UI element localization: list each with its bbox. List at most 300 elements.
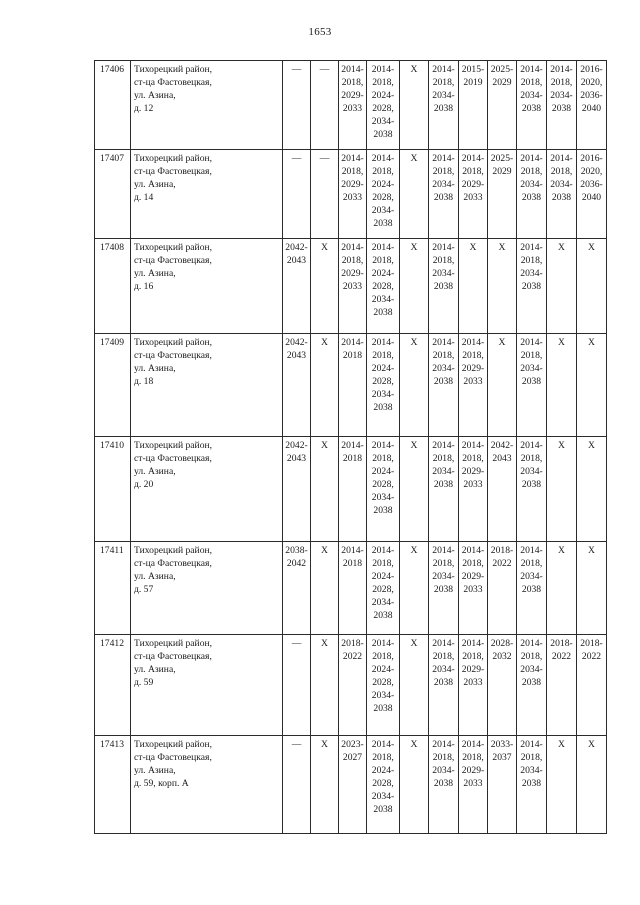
period-value: 2038 [521,677,542,688]
period-cell [311,239,339,334]
period-value: — [291,739,302,750]
period-value: X [410,440,418,451]
period-value: 2034- [371,116,395,127]
period-value: 2014- [461,545,485,556]
period-value: 2033 [463,778,483,789]
period-cell [517,736,547,834]
period-value: 2024- [371,268,395,279]
address-line: д. 14 [134,192,154,203]
address-line: ст-ца Фастовецкая, [134,558,212,569]
period-value: 2014- [520,545,543,556]
period-value: 2014- [371,440,395,451]
address-cell [131,334,283,437]
period-value: 2038 [373,402,393,413]
period-value: 2014- [432,64,455,75]
period-cell [517,635,547,736]
period-value: 2025- [490,64,514,75]
period-value: 2032 [492,651,512,662]
period-cell [283,334,311,437]
period-value: 2018, [520,77,543,88]
period-cell [488,437,517,542]
period-value: 2029 [492,166,512,177]
period-value: 2014- [341,545,364,556]
period-value: 2018, [462,350,484,361]
period-value: 2028, [372,281,394,292]
period-cell [547,635,577,736]
address-line: Тихорецкий район, [134,440,213,451]
period-cell [400,239,429,334]
period-cell [367,150,400,239]
period-value: 2018, [520,255,543,266]
period-value: 2038 [373,610,393,621]
period-value: 2038 [433,192,454,203]
period-cell [488,334,517,437]
period-value: 2014- [371,739,395,750]
period-value: 2034- [520,664,543,675]
period-value: — [291,638,302,649]
period-value: 2038 [433,376,454,387]
period-cell [517,542,547,635]
period-value: — [291,64,302,75]
period-value: 2038- [285,545,308,556]
address-line: д. 57 [134,584,154,595]
period-value: 2014- [432,739,455,750]
period-value: 2024- [371,179,395,190]
period-cell [429,334,459,437]
period-value: 2018, [341,255,364,266]
period-value: X [321,440,328,451]
period-value: 2043 [286,453,307,464]
period-value: 2014- [432,153,455,164]
period-value: 2014- [550,153,573,164]
period-value: 2040 [581,103,602,114]
period-value: 2018 [342,350,363,361]
table-row [95,239,607,334]
period-value: 2018, [520,166,543,177]
period-value: 2038 [521,376,542,387]
period-value: 2028, [372,778,394,789]
period-value: X [321,739,328,750]
address-cell [131,736,283,834]
period-value: 2043 [492,453,512,464]
period-cell [488,542,517,635]
period-value: 2042- [285,242,308,253]
period-cell [367,61,400,150]
period-cell [429,437,459,542]
period-value: 2033- [490,739,514,750]
page-number: 1653 [308,26,332,38]
address-line: ул. Азина, [134,363,176,374]
address-line: ул. Азина, [134,268,176,279]
address-cell [131,61,283,150]
address-line: ул. Азина, [134,571,176,582]
period-value: 2018, [432,350,455,361]
period-cell [547,542,577,635]
table-row [95,150,607,239]
period-value: 2014- [341,440,364,451]
period-value: 2014- [341,242,364,253]
period-value: X [321,337,328,348]
period-value: 2018, [462,651,484,662]
period-value: X [321,545,328,556]
period-value: 2014- [432,638,455,649]
table-row [95,437,607,542]
period-cell [577,437,607,542]
address-line: ст-ца Фастовецкая, [134,752,212,763]
record-number-cell: 17410 [95,437,131,542]
period-cell [339,542,367,635]
address-line: Тихорецкий район, [134,153,213,164]
period-cell [459,542,488,635]
period-cell [547,150,577,239]
period-value: 2038 [433,677,454,688]
period-value: 2018- [341,638,364,649]
period-value: 2038 [521,778,542,789]
period-value: 2034- [371,690,395,701]
period-value: 2029- [341,90,364,101]
period-cell [577,239,607,334]
period-value: X [558,440,565,451]
period-value: X [558,739,565,750]
period-value: 2034- [371,492,395,503]
period-value: 2018, [372,453,394,464]
period-cell [517,239,547,334]
period-value: 2038 [551,103,572,114]
period-value: 2033 [463,192,483,203]
period-value: 2034- [520,268,543,279]
table-row [95,542,607,635]
period-value: X [588,545,595,556]
period-value: 2018 [342,558,363,569]
period-value: 2025- [490,153,514,164]
period-value: 2018, [520,752,543,763]
period-value: 2028- [490,638,514,649]
period-value: 2038 [521,479,542,490]
period-value: 2014- [461,337,485,348]
period-value: X [410,242,418,253]
record-number-cell: 17409 [95,334,131,437]
period-cell [367,635,400,736]
table-row [95,61,607,150]
address-line: д. 16 [134,281,154,292]
period-value: 2034- [432,268,455,279]
period-value: 2016- [580,153,603,164]
period-value: 2015- [461,64,485,75]
period-cell [459,635,488,736]
period-value: 2033 [463,376,483,387]
record-number-cell: 17411 [95,542,131,635]
period-value: X [410,64,418,75]
period-value: X [588,242,595,253]
period-value: 2034- [432,664,455,675]
period-value: X [588,337,595,348]
period-value: 2033 [342,103,363,114]
period-cell [367,542,400,635]
period-value: 2018, [462,752,484,763]
period-value: 2014- [461,153,485,164]
period-cell [547,736,577,834]
address-line: д. 18 [134,376,154,387]
period-value: 2014- [550,64,573,75]
period-value: 2014- [520,153,543,164]
period-value: 2018, [372,77,394,88]
period-value: 2038 [521,192,542,203]
period-cell [488,239,517,334]
period-value: 2042- [490,440,514,451]
period-value: 2038 [433,584,454,595]
period-value: 2034- [432,571,455,582]
period-value: 2016- [580,64,603,75]
period-cell [400,736,429,834]
period-value: 2028, [372,376,394,387]
period-value: 2018, [520,651,543,662]
period-value: 2024- [371,765,395,776]
period-value: 2024- [371,90,395,101]
address-line: Тихорецкий район, [134,337,213,348]
address-line: д. 59, корп. А [134,778,189,789]
period-value: 2034- [520,363,543,374]
period-cell [517,334,547,437]
period-value: 2014- [432,242,455,253]
period-value: 2034- [371,205,395,216]
period-value: 2034- [520,571,543,582]
period-cell [367,334,400,437]
period-value: 2014- [371,545,395,556]
period-value: 2034- [371,389,395,400]
period-value: 2018, [372,651,394,662]
period-value: 2038 [373,307,393,318]
period-value: X [498,337,506,348]
period-cell [400,61,429,150]
period-cell [283,61,311,150]
period-value: 2014- [341,64,364,75]
period-cell [547,334,577,437]
period-cell [577,542,607,635]
period-cell [488,61,517,150]
period-value: 2014- [520,242,543,253]
period-value: 2018, [432,255,455,266]
period-value: 2020, [580,77,603,88]
period-value: 2033 [463,677,483,688]
period-value: 2038 [521,281,542,292]
period-cell [367,239,400,334]
period-cell [283,150,311,239]
period-value: 2018, [462,558,484,569]
period-value: 2029- [461,179,485,190]
period-value: 2018, [372,166,394,177]
period-cell [339,150,367,239]
period-cell [429,736,459,834]
record-number-cell: 17412 [95,635,131,736]
address-line: ул. Азина, [134,664,176,675]
period-value: 2034- [371,597,395,608]
period-value: 2038 [433,103,454,114]
record-number-cell: 17407 [95,150,131,239]
period-value: 2029- [461,363,485,374]
period-cell [311,437,339,542]
housing-repair-schedule-table [94,60,607,834]
period-value: 2038 [373,505,393,516]
period-value: X [410,337,418,348]
address-cell [131,542,283,635]
period-cell [517,150,547,239]
period-value: 2014- [520,440,543,451]
period-cell [488,150,517,239]
period-value: 2042- [285,440,308,451]
period-cell [311,61,339,150]
period-cell [517,61,547,150]
period-value: 2018, [462,166,484,177]
period-value: 2034- [520,765,543,776]
period-value: 2029- [461,466,485,477]
period-value: 2033 [463,584,483,595]
period-value: 2014- [520,739,543,750]
period-value: 2018, [372,255,394,266]
period-value: 2028, [372,103,394,114]
period-value: 2028, [372,192,394,203]
period-cell [400,150,429,239]
address-line: ст-ца Фастовецкая, [134,255,212,266]
period-cell [339,736,367,834]
period-value: 2033 [342,281,363,292]
period-value: 2018, [432,453,455,464]
address-cell [131,239,283,334]
period-value: 2018, [432,558,455,569]
period-value: 2043 [286,350,307,361]
period-value: 2014- [432,440,455,451]
period-value: 2038 [373,703,393,714]
period-value: X [558,337,565,348]
period-cell [429,61,459,150]
period-value: 2014- [341,337,364,348]
period-cell [577,334,607,437]
period-value: 2042 [286,558,307,569]
period-value: 2034- [432,90,455,101]
period-cell [283,437,311,542]
period-value: 2022 [551,651,572,662]
period-value: — [319,153,330,164]
period-cell [339,61,367,150]
period-cell [311,150,339,239]
period-value: 2034- [371,294,395,305]
period-value: 2014- [341,153,364,164]
address-line: д. 59 [134,677,154,688]
period-value: 2034- [520,466,543,477]
period-value: 2018- [490,545,514,556]
period-value: 2018, [520,350,543,361]
period-value: 2033 [463,479,483,490]
period-value: 2018, [432,77,455,88]
period-value: 2029 [492,77,512,88]
period-cell [400,334,429,437]
period-value: 2034- [520,179,543,190]
period-value: 2014- [461,440,485,451]
address-line: ул. Азина, [134,765,176,776]
period-value: 2018, [341,166,364,177]
period-cell [311,635,339,736]
period-value: 2034- [550,90,573,101]
period-value: — [291,153,302,164]
address-line: ст-ца Фастовецкая, [134,166,212,177]
period-cell [339,239,367,334]
period-value: 2018, [520,558,543,569]
period-cell [429,150,459,239]
period-cell [459,334,488,437]
period-value: 2014- [371,242,395,253]
period-value: 2018, [550,77,573,88]
period-value: X [469,242,477,253]
period-cell [459,736,488,834]
period-cell [429,542,459,635]
address-line: ст-ца Фастовецкая, [134,651,212,662]
period-cell [339,334,367,437]
period-cell [339,437,367,542]
record-number-cell: 17408 [95,239,131,334]
table-body [95,61,607,834]
period-value: 2034- [550,179,573,190]
period-value: X [588,440,595,451]
period-value: 2014- [432,337,455,348]
period-value: 2024- [371,466,395,477]
period-value: 2018 [342,453,363,464]
period-value: 2038 [373,129,393,140]
period-value: 2034- [432,363,455,374]
period-cell [547,61,577,150]
period-value: 2018, [341,77,364,88]
period-cell [459,61,488,150]
period-value: 2014- [520,337,543,348]
period-value: 2028, [372,479,394,490]
period-value: 2038 [551,192,572,203]
period-value: 2018, [432,752,455,763]
period-value: 2014- [371,64,395,75]
address-line: Тихорецкий район, [134,64,213,75]
period-cell [517,437,547,542]
period-cell [283,736,311,834]
period-value: X [410,545,418,556]
period-value: X [558,242,565,253]
period-value: 2022 [342,651,363,662]
period-value: 2034- [432,179,455,190]
period-value: 2034- [432,466,455,477]
address-line: ул. Азина, [134,179,176,190]
period-value: 2038 [521,103,542,114]
period-value: 2036- [580,90,603,101]
period-value: 2024- [371,571,395,582]
period-value: 2022 [492,558,512,569]
period-value: X [588,739,595,750]
period-cell [311,542,339,635]
table-row [95,635,607,736]
period-value: 2038 [433,281,454,292]
address-line: ст-ца Фастовецкая, [134,77,212,88]
period-value: 2033 [342,192,363,203]
record-number-cell: 17413 [95,736,131,834]
period-cell [367,736,400,834]
period-value: 2014- [520,64,543,75]
period-cell [459,239,488,334]
period-cell [459,437,488,542]
period-value: 2037 [492,752,512,763]
period-value: 2024- [371,664,395,675]
period-cell [547,239,577,334]
period-value: 2018, [372,350,394,361]
period-cell [367,437,400,542]
period-value: 2014- [461,638,485,649]
period-value: 2014- [371,337,395,348]
period-cell [577,150,607,239]
period-value: 2022 [581,651,602,662]
